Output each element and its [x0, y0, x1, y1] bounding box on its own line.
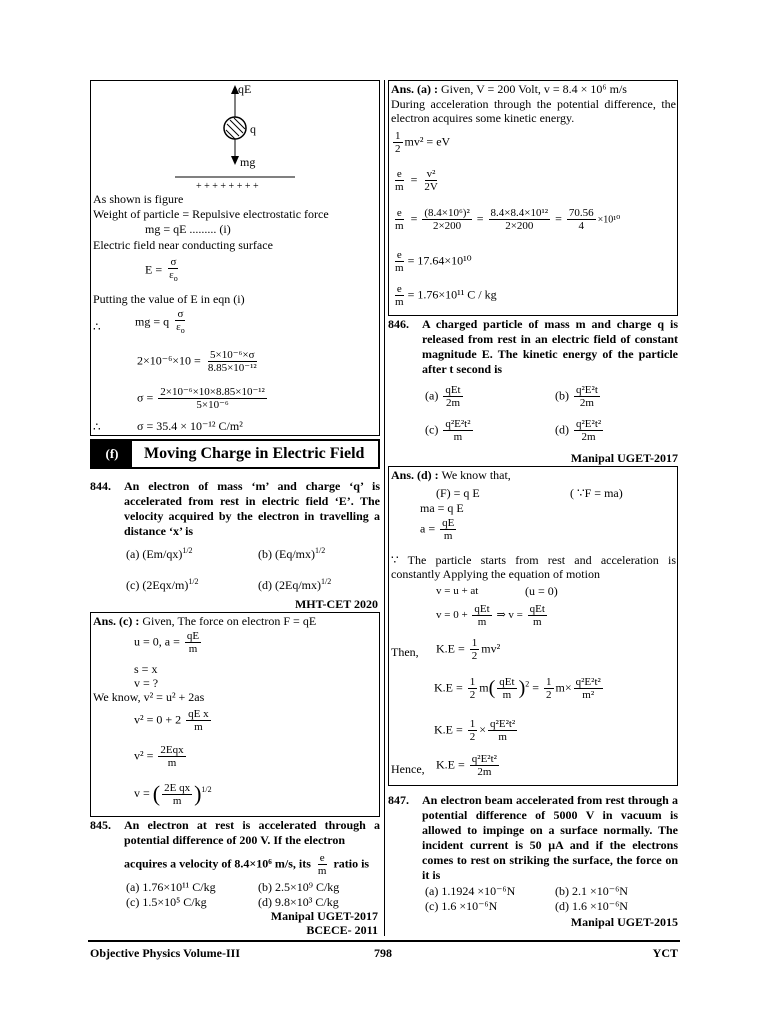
question-number: 846.	[388, 317, 409, 331]
publisher: YCT	[652, 946, 678, 960]
velocity-equation: v = 0 + $\frac{\text{qEt}}{m}$ ⇒ v = $\frac{\text{qEt}}{m}$	[436, 603, 545, 628]
em-ratio-3: $\frac{e}{m}$ = 17.64×10¹⁰	[395, 249, 472, 274]
solution-line: mg = qE ......... (i)	[145, 222, 231, 236]
option-c: (c) $\frac{\text{q²E²t²}}{m}$	[425, 418, 471, 443]
solution-line: Putting the value of E in eqn (i)	[93, 292, 245, 306]
option-b: (b) $\frac{\text{q²E²t}}{2m}$	[555, 384, 598, 409]
em-ratio-1: $\frac{e}{m}$ = $\frac{\text{v²}}{2V}$	[395, 168, 438, 193]
therefore-symbol: ∴	[93, 320, 101, 334]
solution-line: Weight of particle = Repulsive electrostatic force	[93, 207, 329, 221]
question-number: 847.	[388, 793, 409, 807]
column-divider	[384, 80, 385, 936]
book-title: Objective Physics Volume-III	[90, 946, 240, 960]
solution-line: v = ?	[134, 676, 159, 690]
v-equation: v = ( $\frac{\text{2E qx}}{m}$ )$^{1/2}$	[134, 781, 212, 807]
energy-equation: $\frac{1}{2}$ mv² = eV	[395, 130, 451, 155]
option-d: (d) $\frac{\text{q²E²t²}}{2m}$	[555, 418, 602, 443]
solution-line: ( ∵F = ma)	[570, 486, 623, 500]
sigma-equation: σ = $\frac{\text{2×10⁻⁶×10×8.85×10⁻¹²}}{\text{5×10⁻⁶}}$	[137, 386, 265, 411]
solution-paragraph: During acceleration through the potential difference, the electron acquires some kinetic energy.	[391, 97, 676, 125]
solution-line: (u = 0)	[525, 584, 558, 598]
answer-heading: Ans. (c) : Given, The force on electron F = qE	[93, 614, 317, 628]
solution-paragraph: ∵ The particle starts from rest and acceleration is constantly Applying the equation of motion	[391, 553, 676, 581]
charge-label: q	[250, 122, 256, 136]
option-c: (c) 1.6 ×10⁻⁶N	[425, 899, 498, 913]
option-a: (a) 1.1924 ×10⁻⁶N	[425, 884, 516, 898]
solution-line: Hence,	[391, 762, 425, 776]
exam-source: BCECE- 2011	[306, 923, 378, 937]
option-c: (c) $(2Eqx/m)^{1/2}$	[126, 577, 199, 592]
ke-equation-3: K.E = $\frac{1}{2}$ × $\frac{\text{q²E²t²}}{m}$	[434, 718, 516, 743]
force-down-label: mg	[240, 155, 256, 169]
ke-result: K.E = $\frac{\text{q²E²t²}}{2m}$	[436, 753, 497, 778]
mg-equation: mg = q $\frac{\sigma}{\varepsilon_o}$	[135, 308, 185, 336]
section-heading	[90, 439, 380, 469]
plate-charges: + + + + + + + +	[196, 181, 259, 192]
question-number: 844.	[90, 479, 111, 493]
solution-line: We know, v² = u² + 2as	[93, 690, 205, 704]
exam-source: Manipal UGET-2015	[570, 915, 678, 929]
option-b: (b) 2.5×10⁹ C/kg	[258, 880, 340, 894]
em-ratio-result: $\frac{e}{m}$ = 1.76×10¹¹ C / kg	[395, 283, 497, 308]
v2-equation-1: v² = 0 + 2 $\frac{\text{qE x}}{m}$	[134, 708, 209, 733]
option-a: (a) $\frac{\text{qEt}}{2m}$	[425, 384, 461, 409]
option-d: (d) 1.6 ×10⁻⁶N	[555, 899, 628, 913]
solution-line: As shown is figure	[93, 192, 184, 206]
question-text: A charged particle of mass m and charge q is released from rest in an electric field of constant magnitude E. The kinetic energy of the particle after t second is	[422, 317, 678, 376]
section-label: (f)	[92, 441, 132, 467]
e-field-equation: E = $\frac{\sigma}{\varepsilon_o}$	[145, 256, 178, 284]
question-text: An electron at rest is accelerated through a potential difference of 200 V. If the electron	[124, 818, 380, 847]
option-d: (d) $(2Eq/mx)^{1/2}$	[258, 577, 332, 592]
exam-source: Manipal UGET-2017	[270, 909, 378, 923]
question-text: An electron of mass ‘m’ and charge ‘q’ is accelerated from rest in electric field ‘E’. The velocity acquired by the electron in travelling a distance ‘x’ is	[124, 479, 380, 538]
question-text-line: acquires a velocity of 8.4×10⁶ m/s, its $\frac{e}{m}$ ratio is	[124, 852, 370, 877]
footer-rule	[88, 940, 680, 942]
em-ratio-2: $\frac{e}{m}$ = $\frac{\text{(8.4×10⁶)²}}{2\times 200}$ = $\frac{\text{8.4×8.4×10¹²}}{2\times 200}$ = $\frac{70.56}{4}$ ×10¹⁰	[395, 207, 621, 232]
answer-heading: Ans. (d) : We know that,	[391, 468, 511, 482]
option-d: (d) 9.8×10³ C/kg	[258, 895, 339, 909]
sigma-result: σ = 35.4 × 10⁻¹² C/m²	[137, 419, 243, 433]
solution-line: Electric field near conducting surface	[93, 238, 273, 252]
accel-equation: u = 0, a = $\frac{qE}{m}$	[134, 630, 200, 655]
section-title: Moving Charge in Electric Field	[144, 445, 365, 462]
exam-source: MHT-CET 2020	[294, 597, 378, 611]
option-b: (b) 2.1 ×10⁻⁶N	[555, 884, 628, 898]
solution-line: Then,	[391, 645, 419, 659]
question-number: 845.	[90, 818, 111, 832]
therefore-symbol: ∴	[93, 420, 101, 434]
solution-line: s = x	[134, 662, 158, 676]
charged-particle-figure	[170, 80, 300, 190]
ke-equation-2: K.E = $\frac{1}{2}$ m( $\frac{\text{qEt}}{m}$ )$^2$ = $\frac{1}{2}$ m× $\frac{\text{q²E²t²}}{\text{m²}}$	[434, 676, 601, 701]
option-a: (a) $(Em/qx)^{1/2}$	[126, 546, 193, 561]
ke-equation-1: K.E = $\frac{1}{2}$ mv²	[436, 637, 501, 662]
exam-source: Manipal UGET-2017	[570, 451, 678, 465]
page-number: 798	[374, 946, 392, 960]
solution-line: ma = q E	[420, 501, 464, 515]
v2-equation-2: v² = $\frac{\text{2Eqx}}{m}$	[134, 744, 184, 769]
solution-line: v = u + at	[436, 585, 479, 597]
option-c: (c) 1.5×10⁵ C/kg	[126, 895, 207, 909]
substitution-equation: 2×10⁻⁶×10 = $\frac{\text{5×10⁻⁶×σ}}{\text{8.85×10⁻¹²}}$	[137, 349, 257, 374]
accel-equation: a = $\frac{qE}{m}$	[420, 517, 455, 542]
solution-line: (F) = q E	[436, 486, 480, 500]
question-text: An electron beam accelerated from rest through a potential difference of 5000 V in vacuum is allowed to impinge on a surface normally. The incident current is 50 μA and if the electrons comes to rest on striking the surface, the force on it is	[422, 793, 678, 882]
answer-heading: Ans. (a) : Given, V = 200 Volt, v = 8.4 × 10⁶ m/s	[391, 82, 627, 96]
force-up-label: qE	[238, 82, 252, 96]
option-b: (b) $(Eq/mx)^{1/2}$	[258, 546, 326, 561]
option-a: (a) 1.76×10¹¹ C/kg	[126, 880, 216, 894]
